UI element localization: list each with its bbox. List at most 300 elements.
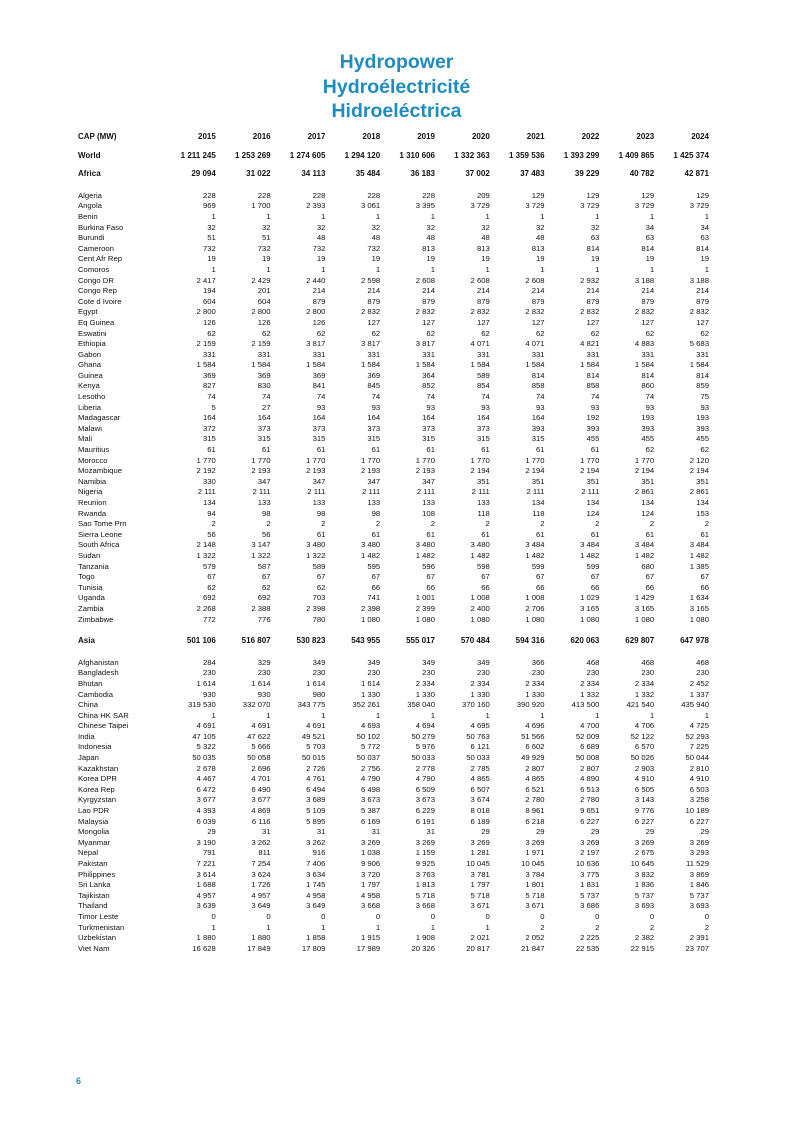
row-label: Ethiopia (78, 339, 106, 349)
world-total-row (78, 151, 709, 162)
table-cell: 3 484 (525, 540, 545, 550)
table-cell: 343 775 (297, 700, 326, 710)
row-label: Bhutan (78, 678, 103, 688)
table-cell: 10 189 (685, 806, 709, 816)
table-row (78, 297, 709, 308)
table-cell: 4 691 (251, 721, 271, 731)
table-row (78, 615, 709, 626)
table-cell: 2 861 (689, 487, 709, 497)
table-cell: 5 718 (470, 890, 490, 900)
table-row (78, 286, 709, 297)
table-row (78, 371, 709, 382)
table-cell: 1 (211, 710, 216, 720)
table-cell: 62 (536, 328, 545, 338)
table-cell: 776 (257, 614, 271, 624)
row-label: Nigeria (78, 487, 103, 497)
table-cell: 74 (316, 392, 326, 402)
table-cell: 230 (586, 668, 600, 678)
table-cell: 230 (696, 668, 709, 678)
table-cell: 6 521 (525, 784, 545, 794)
table-cell: 1 (540, 264, 545, 274)
table-cell: 228 (422, 190, 435, 200)
table-cell: 3 614 (196, 869, 216, 879)
table-cell: 2 778 (415, 763, 435, 773)
table-cell: 1 (485, 710, 490, 720)
table-cell: 332 070 (242, 700, 271, 710)
table-cell: 129 (641, 190, 655, 200)
table-row (78, 785, 709, 796)
table-cell: 1 (375, 710, 381, 720)
table-row (78, 944, 709, 955)
table-cell: 164 (422, 413, 435, 423)
table-cell: 9 906 (360, 859, 381, 868)
title-english: Hydropower (339, 51, 454, 73)
table-cell: 98 (262, 508, 271, 518)
table-cell: 98 (371, 508, 381, 518)
table-cell: 1 001 (415, 593, 435, 603)
table-cell: 604 (202, 296, 216, 306)
table-cell: 2 (430, 519, 435, 529)
table-cell: 2 398 (360, 603, 381, 613)
region-total-row-asia (78, 636, 709, 647)
table-cell: 620 063 (570, 636, 600, 646)
table-cell: 1 971 (525, 848, 545, 858)
table-cell: 9 776 (634, 806, 655, 816)
table-cell: 93 (590, 402, 600, 412)
table-cell: 67 (262, 572, 271, 582)
table-cell: 4 393 (196, 806, 216, 816)
table-cell: 3 775 (580, 869, 600, 879)
table-cell: 468 (696, 657, 709, 667)
table-row (78, 806, 709, 817)
table-cell: 3 649 (251, 901, 271, 911)
table-cell: 772 (202, 614, 216, 624)
table-cell: 4 790 (360, 774, 381, 784)
table-cell: 62 (207, 328, 216, 338)
table-cell: 2 334 (470, 678, 490, 688)
row-label: Guinea (78, 370, 103, 380)
row-label: Lesotho (78, 392, 106, 402)
table-row (78, 201, 709, 212)
table-cell: 2 193 (251, 466, 271, 476)
table-cell: 6 507 (470, 784, 490, 794)
table-cell: 42 871 (684, 169, 709, 179)
table-cell: 50 008 (575, 753, 600, 763)
table-cell: 1 (266, 922, 271, 932)
table-cell: 10 645 (630, 859, 655, 868)
table-cell: 66 (536, 582, 545, 592)
table-cell: 1 801 (525, 880, 545, 890)
table-cell: 6 218 (525, 816, 545, 826)
table-cell: 579 (202, 561, 216, 571)
table-cell: 35 484 (355, 169, 381, 179)
row-label: Timor Leste (78, 911, 119, 921)
table-cell: 228 (312, 190, 326, 200)
table-cell: 435 940 (681, 700, 709, 710)
table-cell: 468 (641, 657, 655, 667)
row-label: Sao Tome Prn (78, 519, 127, 529)
table-cell: 1 770 (525, 455, 545, 465)
row-label: Korea Rep (78, 784, 115, 794)
table-cell: 2 (649, 922, 655, 932)
table-row (78, 424, 709, 435)
table-cell: 2 193 (360, 466, 381, 476)
table-cell: 930 (202, 689, 216, 699)
table-cell: 6 472 (196, 784, 216, 794)
table-cell: 74 (590, 392, 600, 402)
title-spanish: Hidroeléctrica (331, 100, 462, 122)
table-cell: 3 147 (251, 540, 271, 550)
table-cell: 1 584 (360, 360, 381, 370)
table-cell: 349 (476, 657, 490, 667)
row-label: Afghanistan (78, 657, 119, 667)
table-cell: 4 865 (470, 774, 490, 784)
table-cell: 2 400 (470, 603, 490, 613)
row-label: Africa (78, 169, 101, 179)
row-label: Zimbabwe (78, 614, 114, 624)
table-cell: 50 279 (411, 731, 435, 741)
table-cell: 20 817 (466, 943, 490, 953)
table-cell: 393 (586, 423, 600, 433)
table-cell: 61 (536, 529, 545, 539)
table-row (78, 477, 709, 488)
table-cell: 6 513 (580, 784, 600, 794)
table-cell: 1 (485, 211, 490, 221)
table-cell: 48 (426, 233, 435, 243)
table-cell: 3 674 (470, 795, 490, 805)
table-cell: 67 (590, 572, 600, 582)
table-cell: 1 908 (415, 933, 435, 943)
table-cell: 1 332 363 (454, 150, 490, 160)
table-row (78, 551, 709, 562)
table-cell: 126 (257, 317, 271, 327)
row-label: Algeria (78, 190, 102, 200)
table-cell: 31 (426, 827, 435, 837)
table-cell: 3 671 (470, 901, 490, 911)
table-row (78, 254, 709, 265)
table-cell: 741 (367, 593, 381, 603)
page-number: 6 (76, 1076, 82, 1086)
table-cell: 1 (266, 710, 271, 720)
table-cell: 2 (540, 922, 545, 932)
table-cell: 19 (590, 254, 600, 264)
table-row (78, 223, 709, 234)
table-row (78, 742, 709, 753)
spacer-row (78, 647, 709, 658)
table-cell: 813 (422, 243, 435, 253)
table-cell: 814 (641, 370, 655, 380)
row-label: Ghana (78, 360, 102, 370)
table-cell: 51 566 (521, 731, 545, 741)
table-cell: 11 529 (686, 859, 709, 868)
table-cell: 1 008 (525, 593, 545, 603)
table-cell: 2 268 (196, 603, 216, 613)
table-cell: 2 440 (306, 275, 326, 285)
table-cell: 134 (531, 498, 545, 507)
table-cell: 4 790 (415, 774, 435, 784)
table-cell: 127 (476, 317, 490, 327)
table-cell: 6 169 (360, 816, 381, 826)
table-cell: 7 406 (306, 859, 326, 868)
table-cell: 67 (536, 572, 545, 582)
table-cell: 373 (367, 423, 381, 433)
table-cell: 4 706 (634, 721, 655, 731)
table-cell: 19 (645, 254, 655, 264)
table-cell: 1 846 (689, 880, 709, 890)
table-cell: 3 729 (525, 201, 545, 211)
table-cell: 2 111 (526, 487, 545, 497)
table-cell: 6 498 (360, 784, 381, 794)
table-row (78, 540, 709, 551)
table-cell: 129 (696, 190, 709, 200)
row-label: Malaysia (78, 816, 109, 826)
table-cell: 1 322 (196, 550, 216, 560)
table-cell: 34 (645, 222, 655, 232)
table-row (78, 329, 709, 340)
table-cell: 2 111 (307, 487, 326, 497)
year-header: 2016 (252, 132, 271, 141)
table-cell: 17 849 (247, 943, 271, 953)
table-cell: 2 111 (471, 487, 490, 497)
table-cell: 6 505 (634, 784, 655, 794)
table-cell: 74 (645, 392, 655, 402)
table-cell: 1 330 (470, 689, 490, 699)
table-cell: 879 (476, 296, 490, 306)
table-cell: 62 (700, 328, 709, 338)
table-cell: 331 (202, 349, 216, 359)
table-cell: 1 813 (415, 880, 435, 890)
table-row (78, 912, 709, 923)
row-label: Burundi (78, 233, 105, 243)
table-cell: 373 (476, 423, 490, 433)
table-row (78, 191, 709, 202)
table-cell: 1 770 (251, 455, 271, 465)
row-label: Zambia (78, 603, 104, 613)
table-cell: 4 910 (689, 774, 709, 784)
page-title-block (0, 50, 793, 124)
table-cell: 1 688 (196, 880, 216, 890)
table-cell: 62 (262, 582, 271, 592)
table-cell: 1 008 (470, 593, 490, 603)
table-cell: 61 (590, 529, 600, 539)
table-row (78, 530, 709, 541)
table-cell: 858 (531, 381, 545, 391)
table-cell: 2 (211, 519, 216, 529)
table-cell: 19 (481, 254, 490, 264)
table-cell: 74 (371, 392, 381, 402)
row-label: Indonesia (78, 742, 112, 752)
table-cell: 1 614 (360, 678, 381, 688)
table-cell: 74 (207, 392, 216, 402)
row-label: Cameroon (78, 243, 114, 253)
table-row (78, 434, 709, 445)
table-row (78, 859, 709, 870)
table-cell: 2 832 (689, 307, 709, 317)
table-cell: 93 (426, 402, 435, 412)
row-label: Gabon (78, 349, 102, 359)
table-cell: 93 (700, 402, 709, 412)
table-cell: 2 052 (525, 933, 545, 943)
table-cell: 1 770 (306, 455, 326, 465)
table-cell: 841 (312, 381, 326, 391)
table-cell: 543 955 (351, 636, 381, 646)
table-cell: 587 (257, 561, 271, 571)
table-cell: 393 (696, 423, 709, 433)
table-cell: 2 382 (634, 933, 655, 943)
table-cell: 32 (590, 222, 600, 232)
table-cell: 4 695 (470, 721, 490, 731)
table-cell: 61 (371, 445, 381, 455)
table-cell: 351 (586, 476, 600, 486)
table-cell: 164 (202, 413, 216, 423)
table-cell: 6 039 (196, 816, 216, 826)
row-label: Reunion (78, 498, 107, 507)
table-cell: 331 (696, 349, 709, 359)
table-cell: 230 (531, 668, 545, 678)
table-cell: 830 (257, 381, 271, 391)
table-cell: 1 482 (634, 550, 655, 560)
table-cell: 230 (202, 668, 216, 678)
table-cell: 93 (536, 402, 545, 412)
row-label: Malawi (78, 423, 102, 433)
table-cell: 31 (371, 827, 381, 837)
row-label: Tunisia (78, 582, 103, 592)
table-cell: 3 484 (689, 540, 709, 550)
table-cell: 1 (211, 211, 216, 221)
table-cell: 732 (202, 243, 216, 253)
table-cell: 2 800 (306, 307, 326, 317)
table-cell: 2 194 (634, 466, 655, 476)
year-header: 2023 (636, 132, 655, 141)
table-cell: 94 (207, 508, 216, 518)
table-cell: 124 (586, 508, 600, 518)
row-label: Sierra Leone (78, 529, 123, 539)
row-label: Mali (78, 434, 93, 444)
table-cell: 6 570 (634, 742, 655, 752)
row-label: Mongolia (78, 827, 110, 837)
table-cell: 3 188 (634, 275, 655, 285)
table-cell: 5 737 (580, 890, 600, 900)
table-cell: 1 770 (580, 455, 600, 465)
row-label: China HK SAR (78, 710, 129, 720)
table-cell: 48 (536, 233, 545, 243)
row-label: World (78, 150, 101, 160)
table-cell: 1 080 (634, 614, 655, 624)
table-cell: 1 770 (470, 455, 490, 465)
row-label: China (78, 700, 99, 710)
table-cell: 4 071 (470, 339, 490, 349)
table-cell: 1 409 865 (618, 150, 655, 160)
table-cell: 373 (257, 423, 271, 433)
table-cell: 2 832 (360, 307, 381, 317)
table-cell: 2 111 (197, 487, 216, 497)
table-cell: 37 483 (520, 169, 545, 179)
row-label: Madagascar (78, 413, 121, 423)
table-cell: 3 729 (689, 201, 709, 211)
table-cell: 2 726 (306, 763, 326, 773)
table-cell: 49 929 (521, 753, 545, 763)
table-cell: 21 847 (521, 943, 545, 953)
table-cell: 3 484 (634, 540, 655, 550)
table-cell: 1 770 (634, 455, 655, 465)
table-cell: 2 021 (470, 933, 490, 943)
row-label: Bangladesh (78, 668, 119, 678)
table-row (78, 690, 709, 701)
table-cell: 164 (476, 413, 490, 423)
table-cell: 2 (704, 922, 709, 932)
table-cell: 0 (704, 911, 709, 921)
table-cell: 29 (536, 827, 545, 837)
table-cell: 589 (476, 370, 490, 380)
table-cell: 3 480 (360, 540, 381, 550)
table-cell: 2 111 (252, 487, 271, 497)
row-label: Eswatini (78, 328, 107, 338)
table-cell: 1 (375, 211, 381, 221)
table-cell: 62 (700, 445, 709, 455)
table-cell: 599 (586, 561, 600, 571)
table-cell: 4 761 (306, 774, 326, 784)
table-cell: 2 111 (581, 487, 600, 497)
table-cell: 2 194 (689, 466, 709, 476)
row-label: Burkina Faso (78, 222, 124, 232)
row-label: Thailand (78, 901, 108, 911)
table-cell: 66 (700, 582, 709, 592)
table-cell: 74 (481, 392, 490, 402)
header-label: CAP (MW) (78, 132, 117, 141)
table-body (78, 143, 709, 955)
table-cell: 1 (211, 922, 216, 932)
table-cell: 4 890 (580, 774, 600, 784)
table-cell: 133 (476, 498, 490, 507)
table-cell: 48 (316, 233, 326, 243)
table-row (78, 265, 709, 276)
table-cell: 63 (590, 233, 600, 243)
table-cell: 331 (257, 349, 271, 359)
table-row (78, 827, 709, 838)
table-cell: 980 (312, 689, 326, 699)
table-cell: 29 (481, 827, 490, 837)
table-cell: 2 780 (580, 795, 600, 805)
table-cell: 50 026 (630, 753, 655, 763)
table-cell: 61 (316, 445, 326, 455)
table-cell: 3 269 (415, 837, 435, 847)
table-cell: 2 159 (251, 339, 271, 349)
table-cell: 1 482 (470, 550, 490, 560)
table-cell: 3 165 (580, 603, 600, 613)
table-cell: 3 634 (306, 869, 326, 879)
table-cell: 67 (426, 572, 435, 582)
table-cell: 1 880 (251, 933, 271, 943)
table-cell: 1 584 (251, 360, 271, 370)
table-cell: 118 (477, 508, 490, 518)
table-cell: 51 (262, 233, 271, 243)
table-cell: 2 (375, 519, 381, 529)
table-cell: 6 602 (525, 742, 545, 752)
table-cell: 4 725 (689, 721, 709, 731)
table-cell: 228 (367, 190, 381, 200)
table-cell: 3 784 (525, 869, 545, 879)
table-cell: 61 (262, 445, 271, 455)
table-cell: 52 009 (575, 731, 600, 741)
table-cell: 2 861 (634, 487, 655, 497)
table-cell: 599 (531, 561, 545, 571)
table-cell: 413 500 (571, 700, 600, 710)
table-row (78, 721, 709, 732)
table-cell: 530 823 (296, 636, 326, 646)
table-row (78, 880, 709, 891)
table-cell: 2 932 (580, 275, 600, 285)
table-cell: 62 (590, 328, 600, 338)
